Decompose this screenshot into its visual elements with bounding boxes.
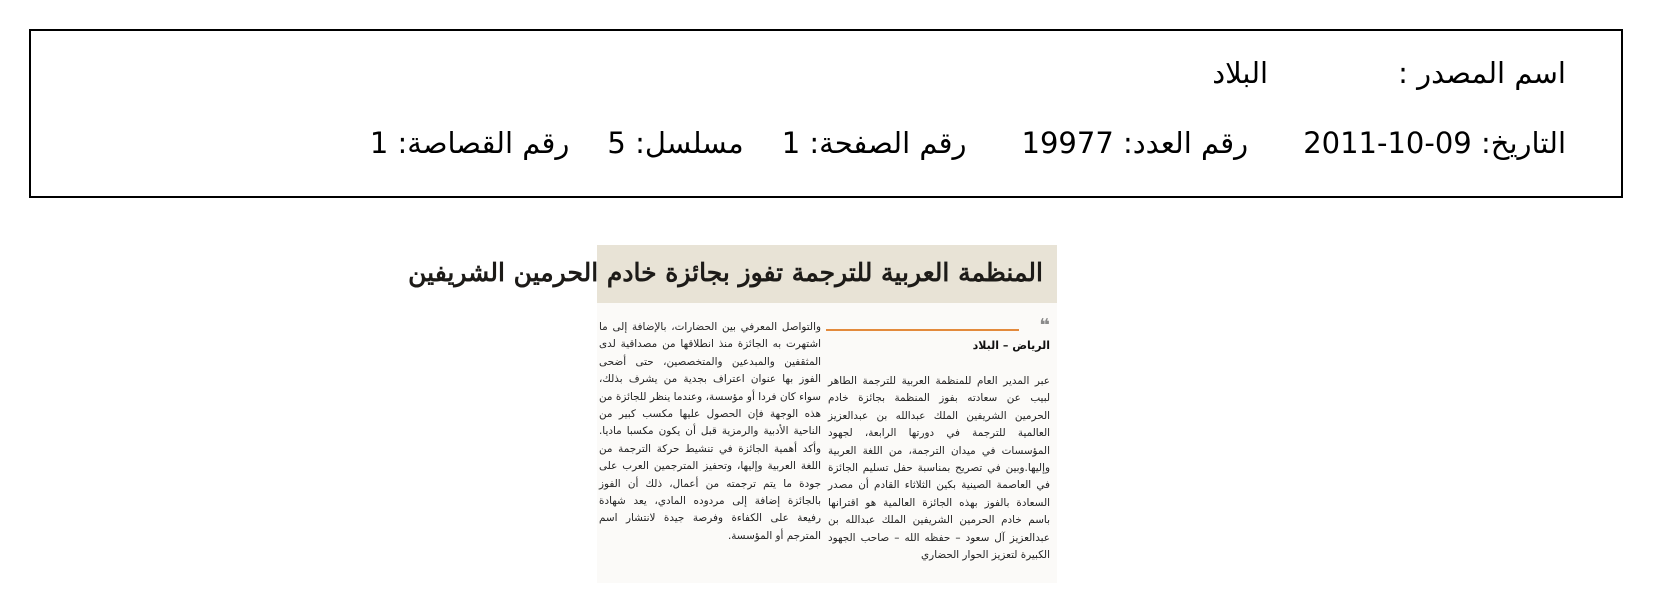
- page-value: 1: [781, 126, 801, 160]
- serial-value: 5: [607, 126, 626, 160]
- article-byline: الرياض – البلاد: [972, 339, 1050, 352]
- article-column-right: عبر المدير العام للمنظمة العربية للترجمة الطاهر لبيب عن سعادته بفوز المنظمة بجائزة خادم الحرمين الشريفين الملك عبدالله بن عبدالعزيز العالمية للترجمة في دورتها الرابعة، لجهود المؤسسات في ميدان الترجمة، من اللغة العربية وإليها.وبين في تصريح بمناسبة حفل تسليم الجائزة في العاصمة الصينية بكين الثلاثاء القادم أن مصدر السعادة بالفوز بهذه الجائزة العالمية هو اقترانها باسم خادم الحرمين الشريفين الملك عبدالله بن عبدالعزيز آل سعود – حفظه الله – صاحب الجهود الكبيرة لتعزيز الحوار الحضاري: [828, 375, 1050, 562]
- source-line: [1212, 55, 1566, 91]
- headline-band: [408, 245, 1057, 303]
- date-label: التاريخ:: [1480, 126, 1566, 160]
- article-column-left: والتواصل المعرفي بين الحضارات، بالإضافة إلى ما اشتهرت به الجائزة منذ انطلاقها من مصداقية لدى المثقفين والمبدعين والمتخصصين، حتى أضحى الفوز بها عنوان اعتراف بجدية من يشرف بذلك، سواء كان فردا أو مؤسسة، وعندما ينظر للجائزة من هذه الوجهة فإن الحصول عليها مكسب كبير من الناحية الأدبية والرمزية قبل أن يكون مكسبا ماديا. وأكد أهمية الجائزة في تنشيط حركة الترجمة من اللغة العربية وإليها، وتحفيز المترجمين العرب على جودة ما يتم ترجمته من أعمال، ذلك أن الفوز بالجائزة إضافة إلى مردوده المادي، يعد شهادة رفيعة على الكفاءة وفرصة جيدة لانتشار اسم المترجم أو المؤسسة.: [599, 321, 821, 542]
- quote-mark-icon: ❝: [1039, 315, 1050, 336]
- source-value: البلاد: [1212, 56, 1269, 90]
- source-label: اسم المصدر :: [1398, 56, 1566, 90]
- article-headline: المنظمة العربية للترجمة تفوز بجائزة خادم الحرمين الشريفين: [408, 258, 1043, 287]
- serial-label: مسلسل:: [635, 126, 744, 160]
- details-line: [370, 125, 1566, 161]
- metadata-box: [29, 29, 1623, 198]
- page-label: رقم الصفحة:: [809, 126, 967, 160]
- byline-divider: [826, 329, 1019, 331]
- date-value: 2011-10-09: [1303, 126, 1472, 160]
- issue-value: 19977: [1021, 126, 1114, 160]
- issue-label: رقم العدد:: [1123, 126, 1249, 160]
- clip-value: 1: [369, 126, 389, 160]
- clip-label: رقم القصاصة:: [397, 126, 570, 160]
- newspaper-clipping: [408, 245, 1057, 583]
